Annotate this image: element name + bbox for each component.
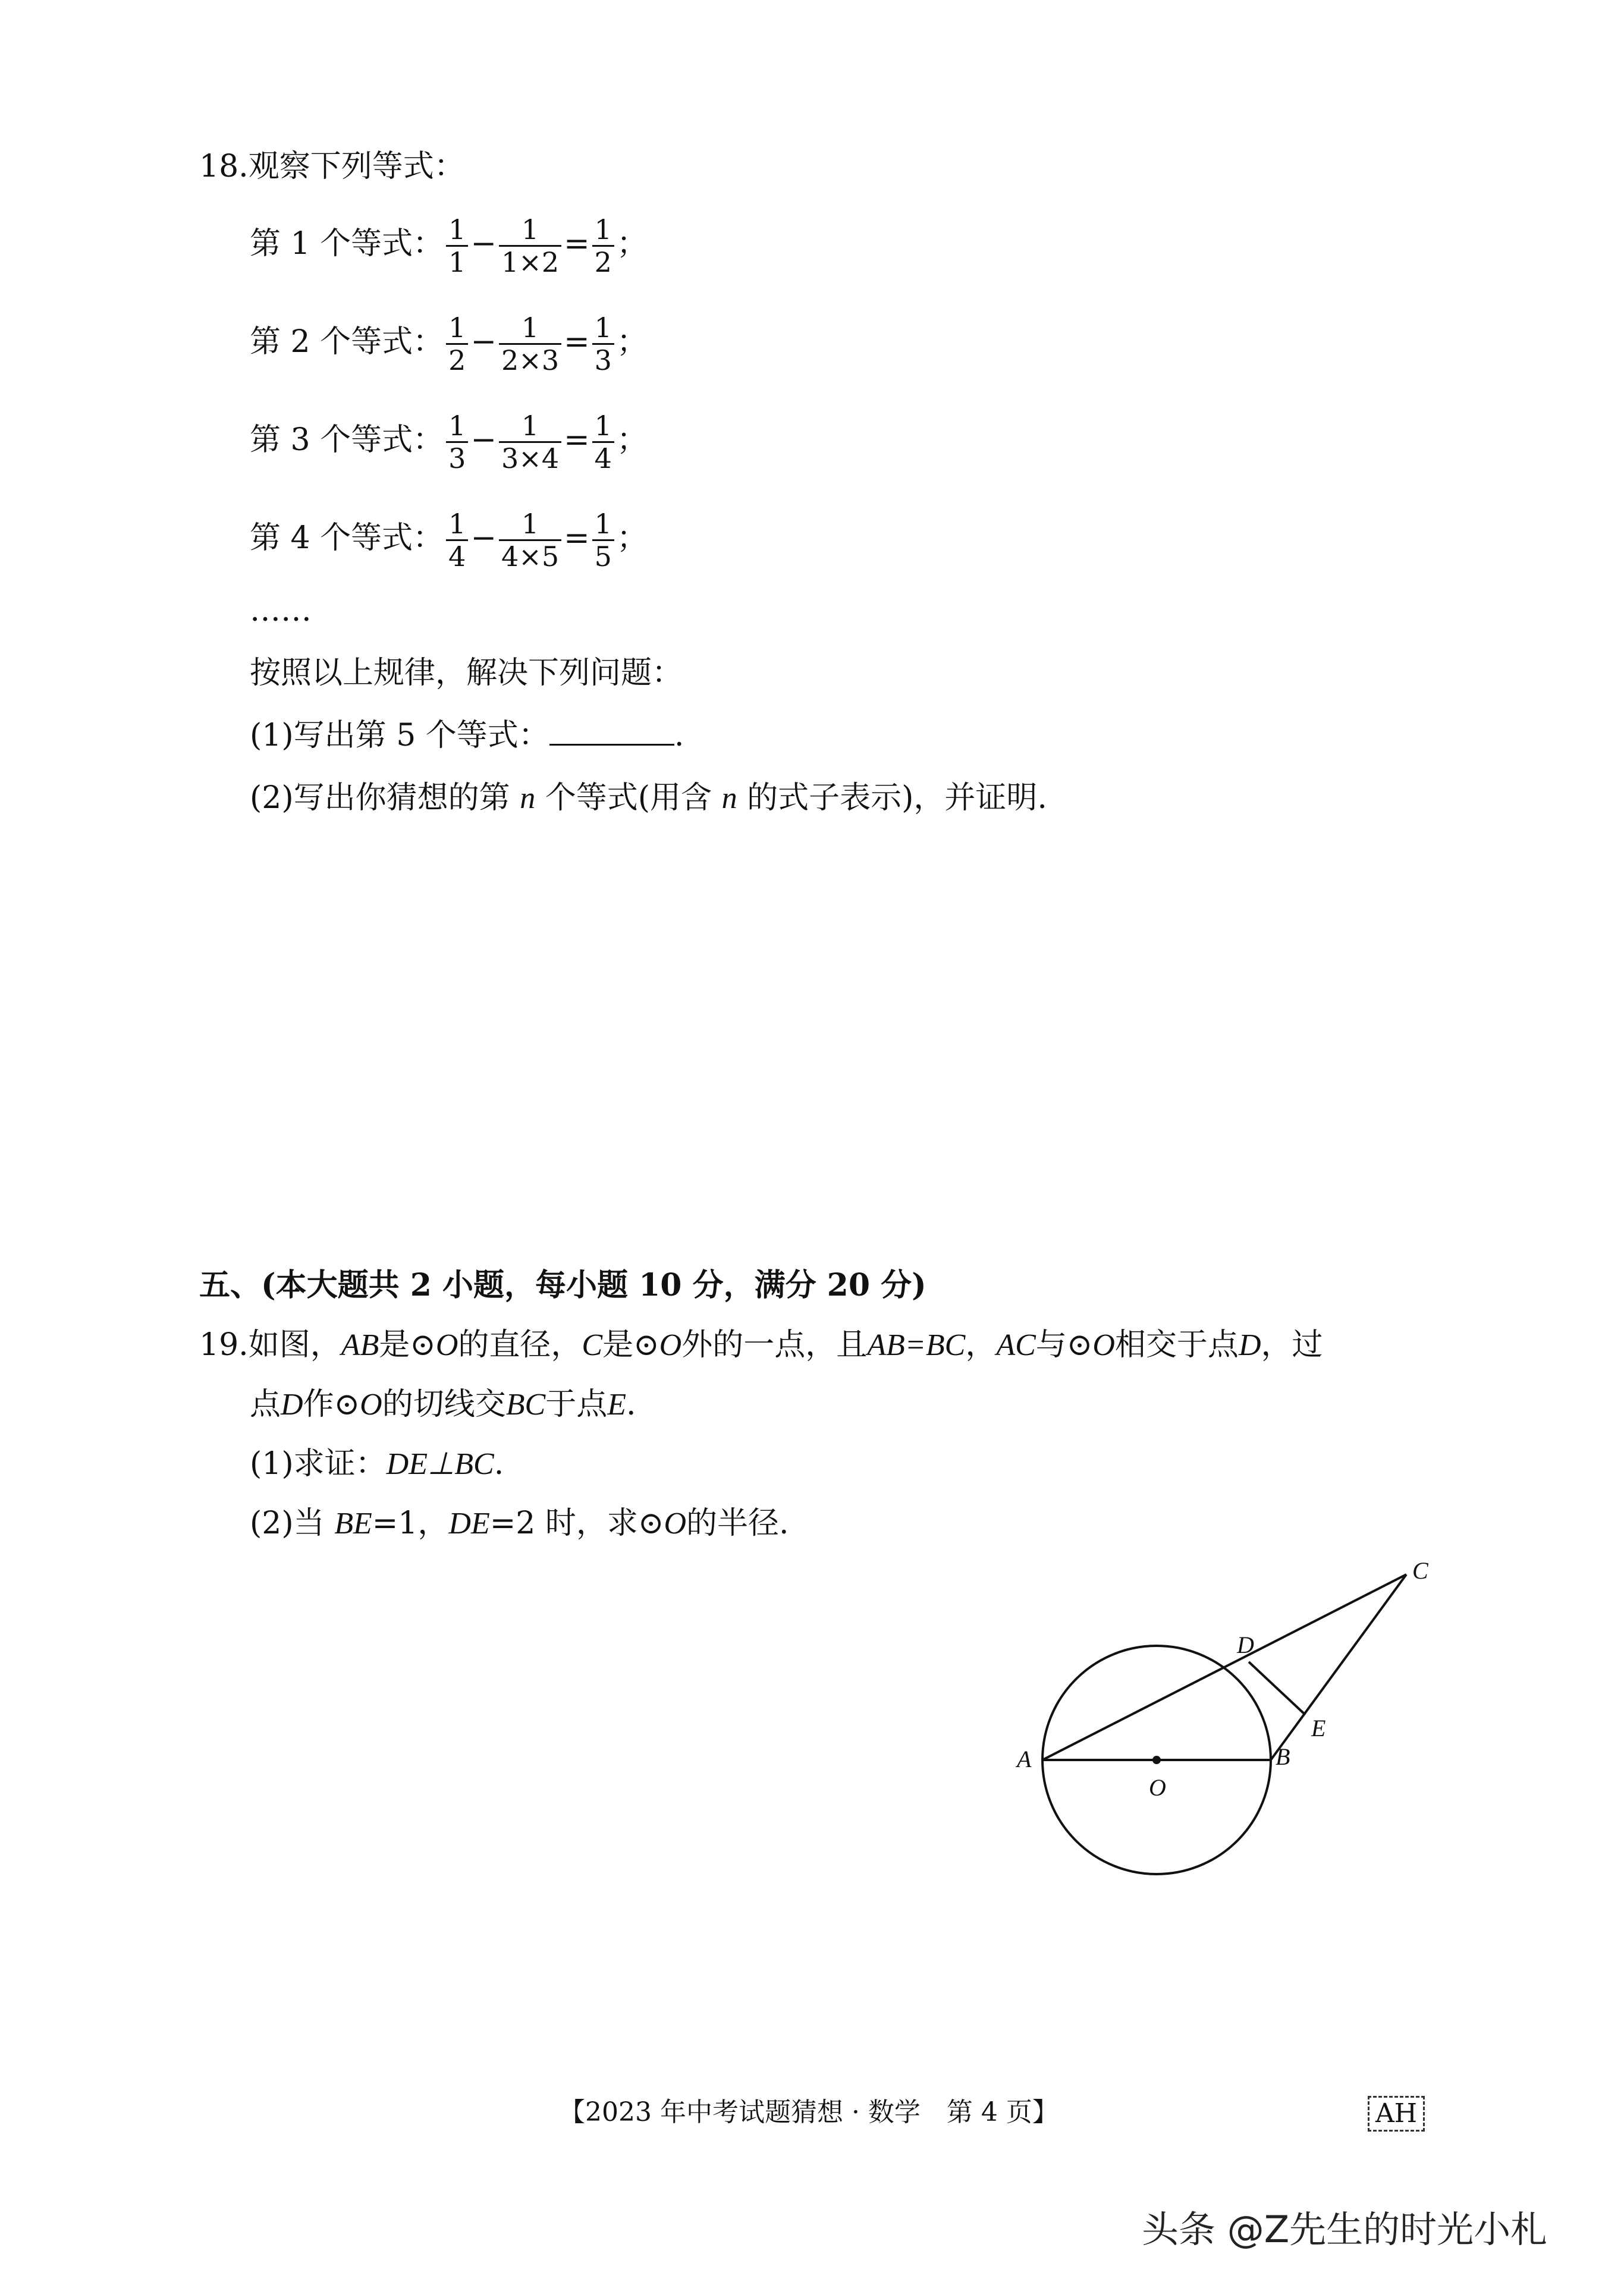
fraction xyxy=(446,410,468,474)
q19-var: AB xyxy=(341,1328,379,1362)
numerator: 1 xyxy=(499,508,561,541)
q18-part2-c: 的式子表示)，并证明. xyxy=(747,780,1047,816)
q19-text: (1)求证： xyxy=(250,1446,387,1482)
q19-text: =1， xyxy=(372,1505,449,1541)
denominator: 3 xyxy=(448,442,466,474)
semicolon: ； xyxy=(616,520,648,556)
fraction xyxy=(446,508,468,572)
denominator: 1×2 xyxy=(501,246,560,278)
fraction xyxy=(499,312,561,376)
q18-part1 xyxy=(250,716,684,755)
fraction xyxy=(592,410,614,474)
eq-label: 第 2 个等式： xyxy=(250,324,444,360)
geometry-figure xyxy=(1011,1546,1499,1915)
numerator: 1 xyxy=(499,312,561,345)
q19-var: DE⊥BC xyxy=(386,1447,494,1481)
q19-var: D xyxy=(281,1388,303,1422)
q19-text: 外的一点，且 xyxy=(681,1327,868,1363)
minus-sign: − xyxy=(470,422,497,458)
semicolon: ； xyxy=(616,226,648,262)
q19-var: O xyxy=(659,1328,682,1362)
q19-var: BC xyxy=(505,1388,546,1422)
q19-text: 是⊙ xyxy=(602,1327,659,1363)
label-c: C xyxy=(1412,1557,1428,1584)
equation-line xyxy=(250,214,648,278)
label-d: D xyxy=(1237,1632,1254,1658)
q18-part2-a: (2)写出你猜想的第 xyxy=(250,780,510,816)
fraction xyxy=(592,508,614,572)
numerator: 1 xyxy=(592,410,614,443)
center-point-o xyxy=(1152,1756,1161,1764)
region-badge: AH xyxy=(1368,2096,1425,2132)
q18-title: 18.观察下列等式： xyxy=(199,149,465,184)
numerator: 1 xyxy=(446,312,468,345)
semicolon: ； xyxy=(616,324,648,360)
label-a: A xyxy=(1017,1746,1032,1772)
numerator: 1 xyxy=(446,214,468,247)
q18-part1-text: (1)写出第 5 个等式： xyxy=(250,718,549,753)
fraction xyxy=(592,312,614,376)
eq-label: 第 4 个等式： xyxy=(250,520,444,556)
fraction xyxy=(446,214,468,278)
label-e: E xyxy=(1311,1715,1326,1742)
segment-ac xyxy=(1042,1574,1406,1760)
q18-instruction: 按照以上规律，解决下列问题： xyxy=(250,655,683,691)
denominator: 4 xyxy=(448,540,466,573)
q19-text: 点 xyxy=(250,1387,281,1422)
q19-text: 的直径， xyxy=(458,1327,582,1363)
numerator: 1 xyxy=(592,214,614,247)
equals-sign: = xyxy=(564,226,590,262)
equation-line xyxy=(250,410,648,474)
numerator: 1 xyxy=(446,410,468,443)
q18-part1-end: . xyxy=(674,718,684,753)
denominator: 2 xyxy=(448,344,466,376)
q19-text: 19.如图， xyxy=(199,1327,341,1363)
numerator: 1 xyxy=(592,508,614,541)
fraction xyxy=(499,410,561,474)
label-o: O xyxy=(1149,1774,1166,1801)
q19-text: 与⊙ xyxy=(1035,1327,1093,1363)
numerator: 1 xyxy=(446,508,468,541)
page-footer: 【2023 年中考试题猜想 · 数学 第 4 页】 xyxy=(559,2097,1058,2127)
q19-var: D xyxy=(1238,1328,1261,1362)
minus-sign: − xyxy=(470,324,497,360)
q19-text: 相交于点 xyxy=(1114,1327,1239,1363)
q19-var: O xyxy=(664,1507,687,1541)
denominator: 1 xyxy=(448,246,466,278)
fraction xyxy=(446,312,468,376)
equals-sign: = xyxy=(564,520,590,556)
denominator: 3 xyxy=(594,344,612,376)
fraction xyxy=(592,214,614,278)
segment-bc xyxy=(1271,1574,1406,1760)
label-b: B xyxy=(1276,1743,1290,1770)
denominator: 3×4 xyxy=(501,442,560,474)
q19-var: BE xyxy=(334,1507,372,1541)
q19-text: ，过 xyxy=(1261,1327,1323,1363)
denominator: 4 xyxy=(594,442,612,474)
q19-var: AB=BC xyxy=(867,1328,966,1362)
numerator: 1 xyxy=(499,410,561,443)
denominator: 2×3 xyxy=(501,344,560,376)
equation-line xyxy=(250,312,648,376)
q19-part2 xyxy=(250,1504,789,1543)
minus-sign: − xyxy=(470,226,497,262)
q19-text: (2)当 xyxy=(250,1505,325,1541)
q19-line1 xyxy=(199,1326,1323,1365)
equation-line xyxy=(250,508,648,572)
q19-part1 xyxy=(250,1445,504,1483)
q18-part2-b: 个等式(用含 xyxy=(545,780,712,816)
q19-line2 xyxy=(250,1385,636,1424)
denominator: 5 xyxy=(594,540,612,573)
q18-part2-n1: n xyxy=(520,781,536,815)
numerator: 1 xyxy=(592,312,614,345)
answer-blank[interactable] xyxy=(549,720,674,746)
minus-sign: − xyxy=(470,520,497,556)
q19-text: 的半径. xyxy=(686,1505,789,1541)
q19-var: O xyxy=(435,1328,458,1362)
watermark: 头条 @Z先生的时光小札 xyxy=(1142,2208,1548,2251)
q19-var: O xyxy=(1092,1328,1115,1362)
q19-var: O xyxy=(360,1388,382,1422)
q19-text: 于点 xyxy=(545,1387,608,1422)
denominator: 2 xyxy=(594,246,612,278)
numerator: 1 xyxy=(499,214,561,247)
q18-part2 xyxy=(250,779,1047,818)
equals-sign: = xyxy=(564,422,590,458)
q19-text: . xyxy=(494,1446,504,1482)
equals-sign: = xyxy=(564,324,590,360)
q18-ellipsis: …… xyxy=(250,593,312,628)
q19-var: E xyxy=(607,1388,626,1422)
eq-label: 第 3 个等式： xyxy=(250,422,444,458)
q19-text: =2 时，求⊙ xyxy=(489,1505,664,1541)
q19-text: . xyxy=(626,1387,636,1422)
fraction xyxy=(499,508,561,572)
q19-var: C xyxy=(582,1328,603,1362)
q19-text: 是⊙ xyxy=(379,1327,436,1363)
semicolon: ； xyxy=(616,422,648,458)
fraction xyxy=(499,214,561,278)
eq-label: 第 1 个等式： xyxy=(250,226,444,262)
q18-part2-n2: n xyxy=(721,781,737,815)
q19-var: DE xyxy=(448,1507,490,1541)
q19-var: AC xyxy=(996,1328,1036,1362)
q19-text: 作⊙ xyxy=(303,1387,360,1422)
q19-text: ， xyxy=(965,1327,997,1363)
q19-text: 的切线交 xyxy=(382,1387,506,1422)
denominator: 4×5 xyxy=(501,540,560,573)
section-heading: 五、(本大题共 2 小题，每小题 10 分，满分 20 分) xyxy=(199,1267,926,1303)
